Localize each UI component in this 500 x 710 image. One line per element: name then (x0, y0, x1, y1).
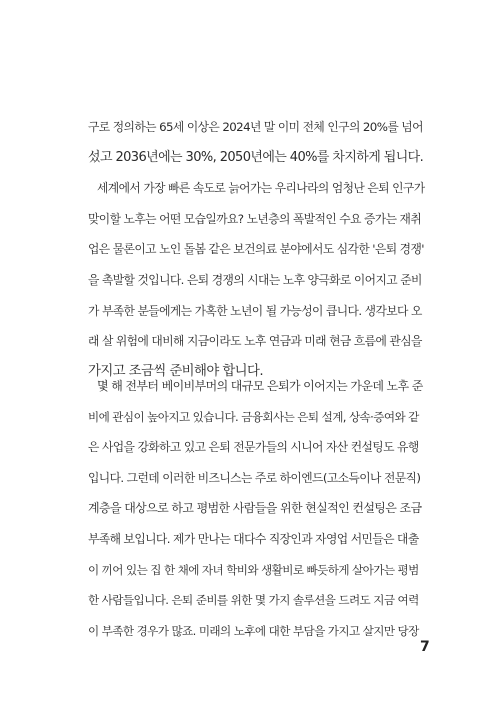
paragraph-babyboomer-retirement (88, 371, 424, 646)
text-line: 가 부족한 분들에게는 가혹한 노년이 될 가능성이 큽니다. 생각보다 오 (88, 303, 422, 318)
text-line: 이 끼어 있는 집 한 채에 자녀 학비와 생활비로 빠듯하게 살아가는 평범 (88, 562, 419, 577)
paragraph-retirement-aging (88, 112, 424, 387)
text-line: 이 부족한 경우가 많죠. 미래의 노후에 대한 부담을 가지고 살지만 당장 (88, 623, 419, 638)
text-line: 입니다. 그런데 이러한 비즈니스는 주로 하이엔드(고소득이나 전문직) (88, 470, 421, 485)
text-line: 계층을 대상으로 하고 평범한 사람들을 위한 현실적인 컨설팅은 조금 (88, 501, 422, 516)
text-line: 래 살 위험에 대비해 지금이라도 노후 연금과 미래 현금 흐름에 관심을 (88, 334, 422, 349)
text-line: 한 사람들입니다. 은퇴 준비를 위한 몇 가지 솔루션을 드려도 지금 여력 (88, 593, 419, 608)
page-number: 7 (420, 639, 430, 655)
text-line: 섰고 2036년에는 30%, 2050년에는 40%를 차지하게 됩니다. (88, 149, 424, 165)
text-line: 맞이할 노후는 어떤 모습일까요? 노년층의 폭발적인 수요 증가는 재취 (88, 211, 422, 226)
text-line: 부족해 보입니다. 제가 만나는 대다수 직장인과 자영업 서민들은 대출 (88, 531, 419, 546)
text-line: 은 사업을 강화하고 있고 은퇴 전문가들의 시니어 자산 컨설팅도 유행 (88, 440, 419, 455)
text-line: 을 촉발할 것입니다. 은퇴 경쟁의 시대는 노후 양극화로 이어지고 준비 (88, 272, 422, 287)
text-line: 구로 정의하는 65세 이상은 2024년 말 이미 전체 인구의 20%를 넘어 (88, 120, 423, 134)
text-line: 업은 물론이고 노인 돌봄 같은 보건의료 분야에서도 심각한 '은퇴 경쟁' (88, 242, 424, 257)
text-line: 가지고 조금씩 준비해야 합니다. (88, 363, 263, 379)
text-line: 세계에서 가장 빠른 속도로 늙어가는 우리나라의 엄청난 은퇴 인구가 (97, 181, 425, 196)
text-line: 몇 해 전부터 베이비부머의 대규모 은퇴가 이어지는 가운데 노후 준 (97, 379, 423, 393)
text-line: 비에 관심이 높아지고 있습니다. 금융회사는 은퇴 설계, 상속·증여와 같 (88, 409, 419, 424)
